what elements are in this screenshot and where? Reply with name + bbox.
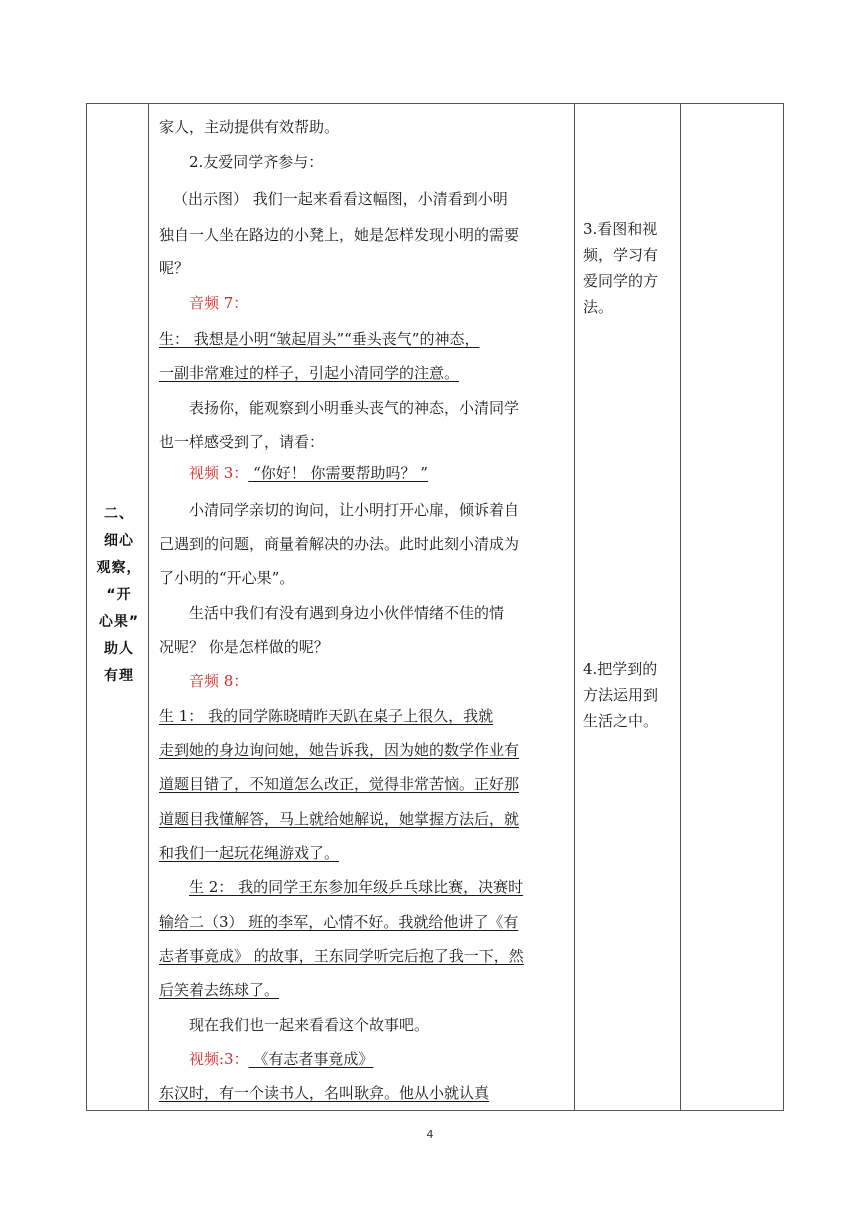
content-line: 2.友爱同学齐参与：	[189, 153, 324, 171]
student-answer-line: 输给二（3） 班的李军，心情不好。我就给他讲了《有	[159, 913, 519, 931]
section-title-line: “开	[106, 587, 132, 603]
section-title-line: 有理	[104, 668, 134, 684]
student-answer-line: 一副非常难过的样子，引起小清同学的注意。	[159, 364, 460, 382]
student-answer-line: 走到她的身边询问她，她告诉我，因为她的数学作业有	[159, 741, 520, 759]
content-line: 己遇到的问题，商量着解决的办法。此时此刻小清成为	[159, 535, 520, 553]
content-line: 家人，主动提供有效帮助。	[159, 118, 340, 136]
page-number: 4	[426, 1128, 434, 1141]
audio-label: 音频 8：	[189, 672, 249, 690]
section-title-line: 心果”	[98, 614, 140, 630]
video-title: “你好！ 你需要帮助吗？ ”	[248, 464, 428, 482]
content-line: 也一样感受到了，请看：	[159, 433, 325, 451]
student-answer-line: 道题目我懂解答，马上就给她解说，她掌握方法后，就	[159, 810, 520, 828]
content-line: 小清同学亲切的询问，让小明打开心扉，倾诉着自	[189, 501, 520, 519]
video-line	[189, 460, 428, 486]
design-note-line: 4.把学到的	[583, 660, 658, 678]
content-line: 呢？	[159, 259, 190, 277]
column-divider	[680, 104, 681, 1110]
student-answer-line: 生 2： 我的同学王东参加年级乒乓球比赛，决赛时	[189, 878, 524, 896]
video-label: 视频 3：	[189, 464, 249, 482]
design-note-line: 方法运用到	[583, 686, 659, 704]
content-line: 独自一人坐在路边的小凳上，她是怎样发现小明的需要	[159, 226, 520, 244]
video-line	[189, 1046, 373, 1072]
student-answer-line: 道题目错了，不知道怎么改正，觉得非常苦恼。正好那	[159, 775, 520, 793]
content-line: 况呢？ 你是怎样做的呢？	[159, 638, 329, 656]
section-title-line: 细心	[104, 533, 134, 549]
student-answer-line: 生 1： 我的同学陈晓晴昨天趴在桌子上很久，我就	[159, 707, 494, 725]
section-title-line: 助人	[104, 641, 134, 657]
content-line: 现在我们也一起来看看这个故事吧。	[189, 1016, 430, 1034]
design-note-line: 频，学习有	[583, 246, 659, 264]
teaching-content-cell	[149, 104, 574, 1110]
design-note	[583, 656, 658, 734]
design-note-line: 法。	[583, 298, 614, 316]
student-answer-line: 志者事竟成》 的故事，王东同学听完后抱了我一下，然	[159, 947, 524, 965]
section-title-line: 二、	[104, 506, 134, 522]
design-note	[583, 216, 658, 320]
content-line: 表扬你，能观察到小明垂头丧气的神态，小清同学	[189, 399, 520, 417]
design-intent-cell	[575, 104, 680, 1110]
design-note-line: 爱同学的方	[583, 272, 659, 290]
lesson-table	[86, 103, 784, 1111]
audio-label: 音频 7：	[189, 294, 249, 312]
student-answer-line: 和我们一起玩花绳游戏了。	[159, 844, 340, 862]
section-title	[91, 501, 147, 690]
video-label: 视频:3：	[189, 1050, 249, 1068]
section-title-line: 观察，	[96, 560, 142, 576]
design-note-line: 3.看图和视	[583, 220, 658, 238]
content-line: 了小明的“开心果”。	[159, 569, 295, 587]
section-cell	[87, 104, 148, 1110]
student-answer-line: 后笑着去练球了。	[159, 981, 280, 999]
content-line: （出示图） 我们一起来看看这幅图，小清看到小明	[173, 190, 508, 208]
design-note-line: 生活之中。	[583, 712, 659, 730]
student-answer-line: 生： 我想是小明“皱起眉头”“垂头丧气”的神态，	[159, 330, 480, 348]
content-line: 生活中我们有没有遇到身边小伙伴情绪不佳的情	[189, 604, 505, 622]
video-title: 《有志者事竟成》	[248, 1050, 374, 1068]
story-line: 东汉时，有一个读书人，名叫耿弇。他从小就认真	[159, 1084, 490, 1102]
